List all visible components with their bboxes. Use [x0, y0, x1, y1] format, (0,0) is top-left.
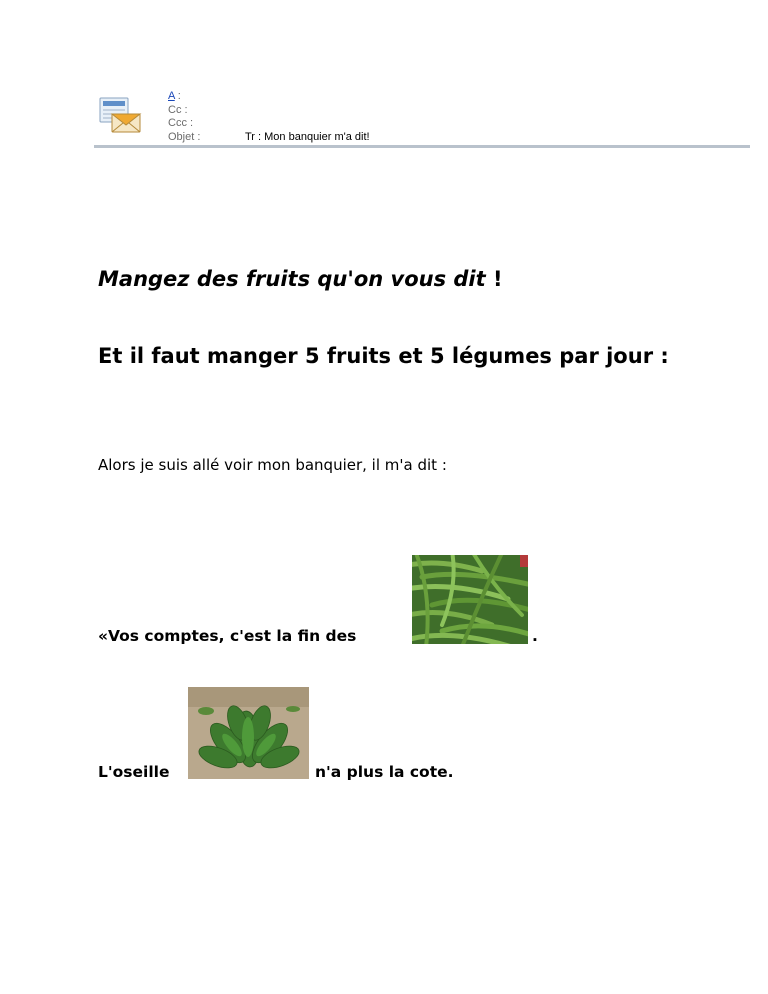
to-row	[168, 90, 200, 104]
cc-label: Cc :	[168, 103, 188, 116]
email-envelope-icon	[98, 96, 144, 136]
subject-label: Objet :	[168, 130, 201, 143]
headline-fruits-end: !	[485, 267, 503, 291]
beans-line-end: .	[532, 627, 538, 645]
sorrel-line-end: n'a plus la cote.	[315, 763, 454, 781]
intro-paragraph: Alors je suis allé voir mon banquier, il m'a dit :	[98, 456, 447, 474]
header-divider	[94, 145, 750, 148]
headline-five-a-day: Et il faut manger 5 fruits et 5 légumes par jour :	[98, 344, 669, 368]
sorrel-line: L'oseille	[98, 763, 170, 781]
headline-fruits-italic: Mangez des fruits qu'on vous dit	[98, 267, 486, 291]
to-link[interactable]: A	[168, 90, 175, 102]
to-suffix: :	[174, 90, 181, 102]
beans-line: «Vos comptes, c'est la fin des	[98, 627, 357, 645]
headline-fruits	[98, 264, 503, 294]
subject-value: Tr : Mon banquier m'a dit!	[245, 130, 370, 143]
sorrel-plant-image	[188, 687, 309, 779]
ccc-label: Ccc :	[168, 117, 194, 129]
green-beans-image	[412, 555, 528, 644]
email-header-labels	[168, 90, 200, 144]
